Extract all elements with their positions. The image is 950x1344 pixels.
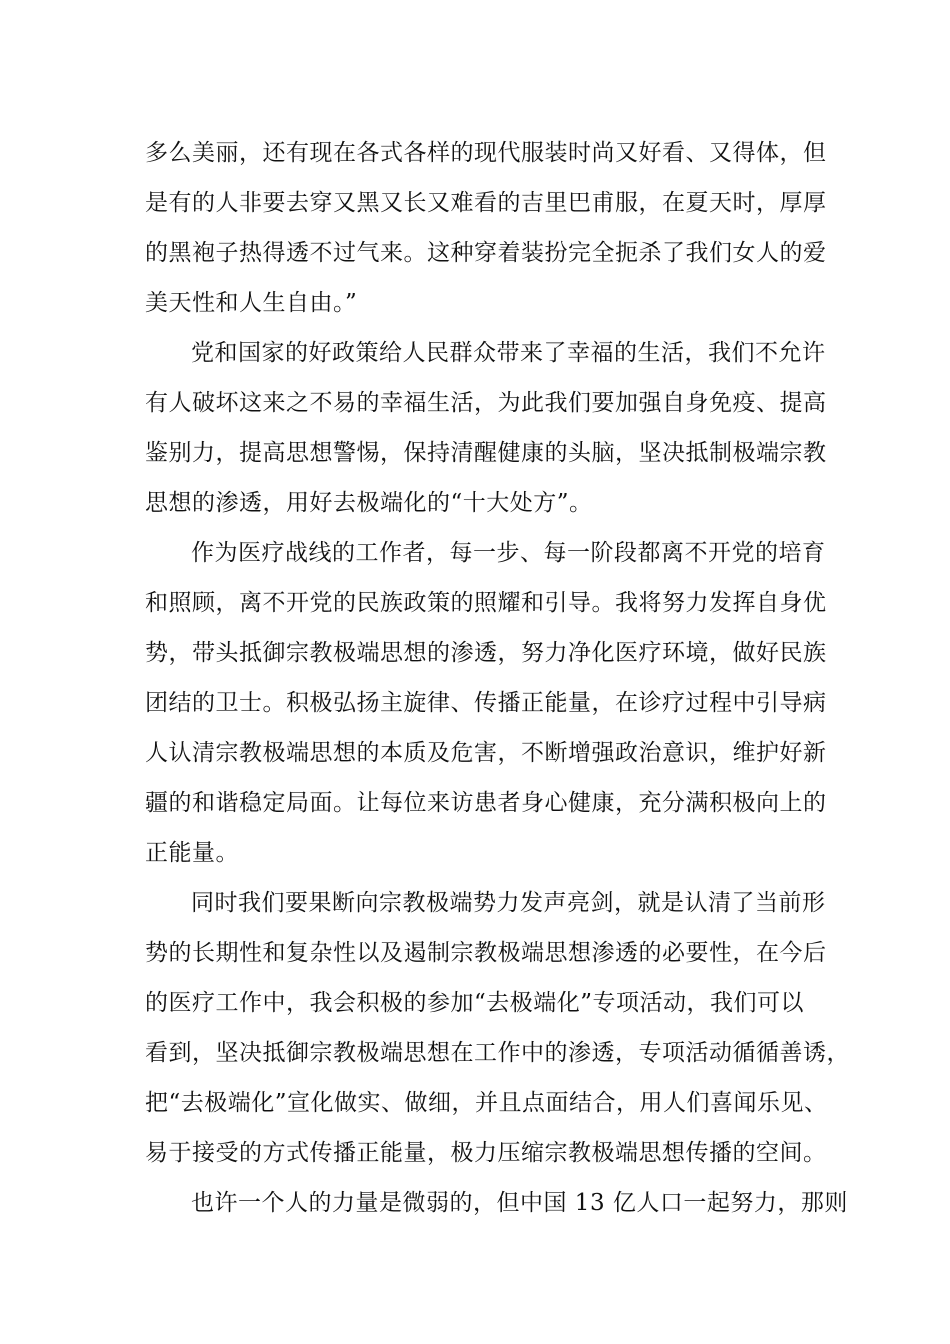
text-line: 势的长期性和复杂性以及遏制宗教极端思想渗透的必要性，在今后 xyxy=(145,940,827,966)
text-line: 势，带头抵御宗教极端思想的渗透，努力净化医疗环境，做好民族 xyxy=(145,640,827,666)
text-line: 是有的人非要去穿又黑又长又难看的吉里巴甫服，在夏天时，厚厚 xyxy=(145,190,827,216)
text-line: 看到，坚决抵御宗教极端思想在工作中的渗透，专项活动循循善诱， xyxy=(145,1040,850,1066)
text-line: 党和国家的好政策给人民群众带来了幸福的生活，我们不允许 xyxy=(191,340,826,366)
text-line: 易于接受的方式传播正能量，极力压缩宗教极端思想传播的空间。 xyxy=(145,1140,827,1166)
text-line: 多么美丽，还有现在各式各样的现代服装时尚又好看、又得体，但 xyxy=(145,140,827,166)
text-line: 把“去极端化”宣化做实、做细，并且点面结合，用人们喜闻乐见、 xyxy=(145,1090,828,1116)
text-line: 鉴别力，提高思想警惕，保持清醒健康的头脑，坚决抵制极端宗教 xyxy=(145,440,827,466)
text-line: 人认清宗教极端思想的本质及危害，不断增强政治意识，维护好新 xyxy=(145,740,827,766)
text-line: 有人破坏这来之不易的幸福生活，为此我们要加强自身免疫、提高 xyxy=(145,390,827,416)
body-text xyxy=(145,128,850,1228)
text-line: 的医疗工作中，我会积极的参加“去极端化”专项活动，我们可以 xyxy=(145,990,805,1016)
text-line: 的黑袍子热得透不过气来。这种穿着装扮完全扼杀了我们女人的爱 xyxy=(145,240,827,266)
text-line: 同时我们要果断向宗教极端势力发声亮剑，就是认清了当前形 xyxy=(191,890,826,916)
text-line: 美天性和人生自由。” xyxy=(145,290,358,316)
text-line: 团结的卫士。积极弘扬主旋律、传播正能量，在诊疗过程中引导病 xyxy=(145,690,827,716)
text-line: 疆的和谐稳定局面。让每位来访患者身心健康，充分满积极向上的 xyxy=(145,790,827,816)
text-line: 正能量。 xyxy=(145,840,239,866)
text-line: 作为医疗战线的工作者，每一步、每一阶段都离不开党的培育 xyxy=(191,540,826,566)
text-line: 和照顾，离不开党的民族政策的照耀和引导。我将努力发挥自身优 xyxy=(145,590,827,616)
text-line: 也许一个人的力量是微弱的，但中国 13 亿人口一起努力，那则 xyxy=(191,1190,848,1216)
text-line: 思想的渗透，用好去极端化的“十大处方”。 xyxy=(145,490,593,516)
